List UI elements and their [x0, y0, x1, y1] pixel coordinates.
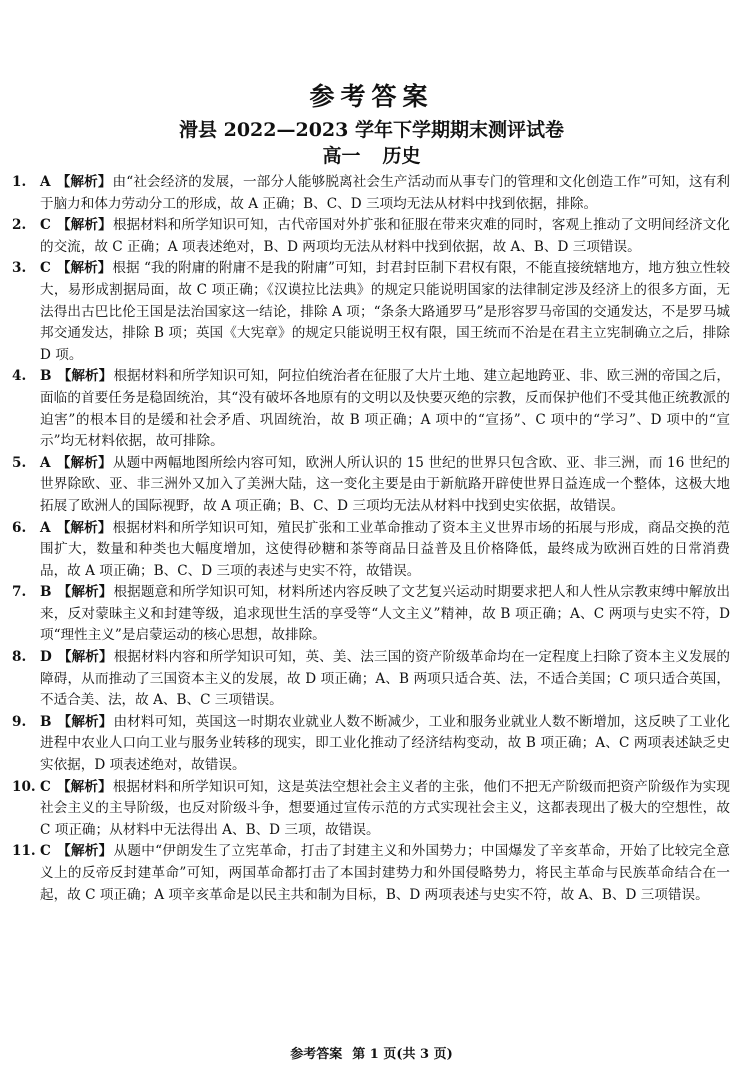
answer-item: [12, 712, 730, 777]
answer-number: 9.: [12, 713, 27, 730]
answer-number: 6.: [12, 519, 27, 536]
answer-item: [12, 777, 730, 842]
page-footer: [0, 1046, 743, 1064]
analysis-text: 从题中“伊朗发生了立宪革命，打击了封建主义和外国势力；中国爆发了辛亥革命，开始了比较完全意义上的反帝反封建革命”可知，两国革命都打击了本国封建势力和外国侵略势力，将民主革命与民族革命结合在一起，故 C 项正确；A 项辛亥革命是以民主共和制为目标，B、D 两项表述与史实不符，故 A、B、D 三项错误。: [40, 843, 731, 903]
answer-item: [12, 841, 730, 906]
answer-number: 11.: [12, 843, 36, 860]
analysis-tag: 【解析】: [56, 217, 112, 234]
analysis-tag: 【解析】: [56, 778, 112, 795]
answer-number: 3.: [12, 260, 27, 277]
answer-item: [12, 258, 730, 366]
answer-choice: C: [40, 843, 51, 860]
answer-choice: C: [40, 217, 51, 234]
page-title: 参考答案: [309, 82, 434, 111]
analysis-tag: 【解析】: [57, 584, 113, 601]
analysis-text: 由材料可知，英国这一时期农业就业人数不断减少，工业和服务业就业人数不断增加，这反映了工业化进程中农业人口向工业与服务业转移的现实，即工业化推动了经济结构变动，故 B 项正确；A、C 两项表述缺乏史实依据，D 项表述绝对，故错误。: [40, 713, 731, 774]
answer-choice: B: [40, 713, 52, 730]
analysis-tag: 【解析】: [56, 519, 112, 536]
exam-subtitle: 滑县 2022—2023 学年下学期期末测评试卷: [179, 119, 564, 141]
footer-label: 参考答案: [290, 1047, 343, 1062]
analysis-tag: 【解析】: [57, 649, 113, 666]
grade-label: 高一: [322, 145, 361, 167]
footer-page-number: 第 1 页(共 3 页): [352, 1047, 453, 1062]
answer-number: 1.: [12, 174, 27, 190]
analysis-text: 根据材料和所学知识可知，殖民扩张和工业革命推动了资本主义世界市场的拓展与形成，商品交换的范围扩大，数量和种类也大幅度增加，这使得砂糖和茶等商品日益普及且价格降低，最终成为欧洲百姓的日常消费品，故 A 项正确；B、C、D 三项的表述与史实不符，故错误。: [40, 519, 731, 579]
analysis-text: 根据 “我的附庸的附庸不是我的附庸”可知，封君封臣制下君权有限，不能直接统辖地方，地方独立性较大，易形成割据局面，故 C 项正确；《汉谟拉比法典》的规定只能说明国家的法律制定涉及经济上的很多方面，无法得出古巴比伦王国是法治国家这一结论，排除 A 项；“条条大路通罗马”是形容罗马帝国的交通发达，不是罗马城邦交通发达，排除 B 项；英国《大宪章》的规定只能说明王权有限，国王统而不治是在君主立宪制确立之后，排除 D 项。: [40, 260, 731, 363]
answer-choice: C: [40, 778, 51, 795]
answer-item: [12, 647, 730, 712]
answer-choice: C: [40, 260, 51, 277]
analysis-text: 根据题意和所学知识可知，材料所述内容反映了文艺复兴运动时期要求把人和人性从宗教束缚中解放出来，反对蒙昧主义和封建等级，追求现世生活的享受等“人文主义”精神，故 B 项正确；A、C 两项与史实不符，D 项“理性主义”是启蒙运动的核心思想，故排除。: [40, 584, 731, 644]
analysis-text: 根据材料内容和所学知识可知，英、美、法三国的资产阶级革命均在一定程度上扫除了资本主义发展的障碍，从而推动了三国资本主义的发展，故 D 项正确；A、B 两项只适合英、法，不适合美国；C 项只适合英国，不适合美、法，故 A、B、C 三项错误。: [40, 649, 731, 709]
analysis-tag: 【解析】: [57, 713, 113, 730]
analysis-tag: 【解析】: [57, 368, 113, 385]
answer-choice: A: [40, 174, 51, 190]
answer-choice: A: [40, 454, 51, 471]
answer-item: [12, 518, 730, 583]
answer-number: 2.: [12, 217, 27, 234]
answer-choice: D: [40, 649, 52, 666]
answer-item: [12, 172, 730, 215]
course-title: [0, 144, 743, 168]
answer-choice: B: [40, 584, 52, 601]
answer-number: 4.: [12, 368, 27, 385]
answer-item: [12, 215, 730, 258]
answer-item: [12, 453, 730, 518]
answer-list: [12, 172, 730, 906]
answer-number: 8.: [12, 649, 27, 666]
analysis-text: 由“社会经济的发展，一部分人能够脱离社会生产活动而从事专门的管理和文化创造工作”可知，这有利于脑力和体力劳动分工的形成，故 A 正确；B、C、D 三项均无法从材料中找到依据，排除。: [40, 174, 730, 212]
subject-label: 历史: [382, 145, 421, 167]
answer-choice: A: [40, 519, 51, 536]
analysis-tag: 【解析】: [56, 260, 112, 277]
answer-choice: B: [40, 368, 52, 385]
analysis-text: 根据材料和所学知识可知，这是英法空想社会主义者的主张，他们不把无产阶级而把资产阶级作为实现社会主义的主导阶级，也反对阶级斗争，想要通过宣传示范的方式实现社会主义，这都表现出了极大的空想性，故 C 项正确；从材料中无法得出 A、B、D 三项，故错误。: [40, 778, 731, 838]
answer-number: 7.: [12, 584, 27, 601]
analysis-text: 从题中两幅地图所绘内容可知，欧洲人所认识的 15 世纪的世界只包含欧、亚、非三洲，而 16 世纪的世界除欧、亚、非三洲外又加入了美洲大陆，这一变化主要是由于新航路开辟使世界日益连成一个整体，这极大地拓展了欧洲人的国际视野，故 A 项正确；B、C、D 三项均无法从材料中找到史实依据，故错误。: [40, 454, 730, 514]
analysis-tag: 【解析】: [56, 174, 112, 190]
answer-number: 10.: [12, 778, 36, 795]
answer-item: [12, 582, 730, 647]
analysis-tag: 【解析】: [56, 454, 112, 471]
answer-item: [12, 366, 730, 452]
analysis-text: 根据材料和所学知识可知，阿拉伯统治者在征服了大片土地、建立起地跨亚、非、欧三洲的帝国之后，面临的首要任务是稳固统治，其“没有破坏各地原有的文明以及快要灭绝的宗教，反而保护他们不受其他正统教派的迫害”的根本目的是缓和社会矛盾、巩固统治，故 B 项正确；A 项中的“宣扬”、C 项中的“学习”、D 项中的“宣示”均无材料依据，故可排除。: [40, 368, 731, 450]
analysis-tag: 【解析】: [56, 843, 113, 860]
analysis-text: 根据材料和所学知识可知，古代帝国对外扩张和征服在带来灾难的同时，客观上推动了文明间经济文化的交流，故 C 正确；A 项表述绝对，B、D 两项均无法从材料中找到依据，故 A、B、D 三项错误。: [40, 217, 731, 255]
answer-number: 5.: [12, 454, 27, 471]
